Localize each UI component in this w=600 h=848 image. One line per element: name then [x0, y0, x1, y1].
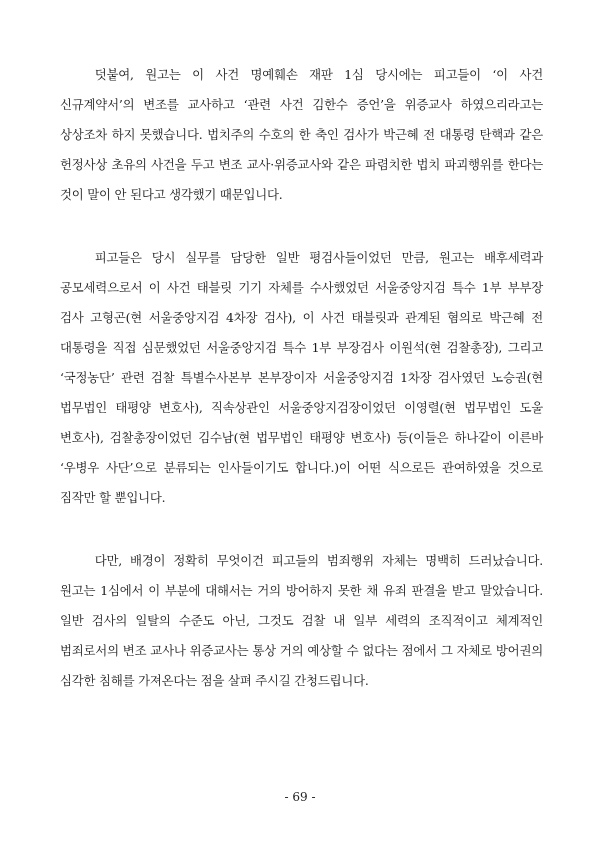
document-body — [60, 60, 543, 696]
page-number: - 69 - — [284, 790, 316, 804]
paragraph-2: 피고들은 당시 실무를 담당한 일반 평검사들이었던 만큼, 원고는 배후세력과 공모세력으로서 이 사건 태블릿 기기 자체를 수사했었던 서울중앙지검 특수 1부 부부장 검사 고형곤(현 서울중앙지검 4차장 검사), 이 사건 태블릿과 관계된 혐의로 박근혜 전 대통령을 직접 심문했었던 서울중앙지검 특수 1부 부장검사 이원석(현 검찰총장), 그리고 ‘국정농단’ 관련 검찰 특별수사본부 본부장이자 서울중앙지검 1차장 검사였던 노승권(현 법무법인 태평양 변호사), 직속상관인 서울중앙지검장이었던 이영렬(현 법무법인 도울 변호사), 검찰총장이었던 김수남(현 법무법인 태평양 변호사) 등(이들은 하나같이 이른바 ‘우병우 사단’으로 분류되는 인사들이기도 합니다.)이 어떤 식으로든 관여하였을 것으로 짐작만 할 뿐입니다. — [60, 250, 543, 505]
paragraph-3: 다만, 배경이 정확히 무엇이건 피고들의 범죄행위 자체는 명백히 드러났습니다. 원고는 1심에서 이 부분에 대해서는 거의 방어하지 못한 채 유죄 판결을 받고 말았습니다. 일반 검사의 일탈의 수준도 아닌, 그것도 검찰 내 일부 세력의 조직적이고 체계적인 범죄로서의 변조 교사나 위증교사는 통상 거의 예상할 수 없다는 점에서 그 자체로 방어권의 심각한 침해를 가져온다는 점을 살펴 주시길 간청드립니다. — [60, 553, 543, 688]
paragraph-1: 덧붙여, 원고는 이 사건 명예훼손 재판 1심 당시에는 피고들이 ‘이 사건 신규계약서’의 변조를 교사하고 ‘관련 사건 김한수 증언’을 위증교사 하였으리라고는 상상조차 하지 못했습니다. 법치주의 수호의 한 축인 검사가 박근혜 전 대통령 탄핵과 같은 헌정사상 초유의 사건을 두고 변조 교사·위증교사와 같은 파렴치한 법치 파괴행위를 한다는 것이 말이 안 된다고 생각했기 때문입니다. — [60, 67, 543, 202]
